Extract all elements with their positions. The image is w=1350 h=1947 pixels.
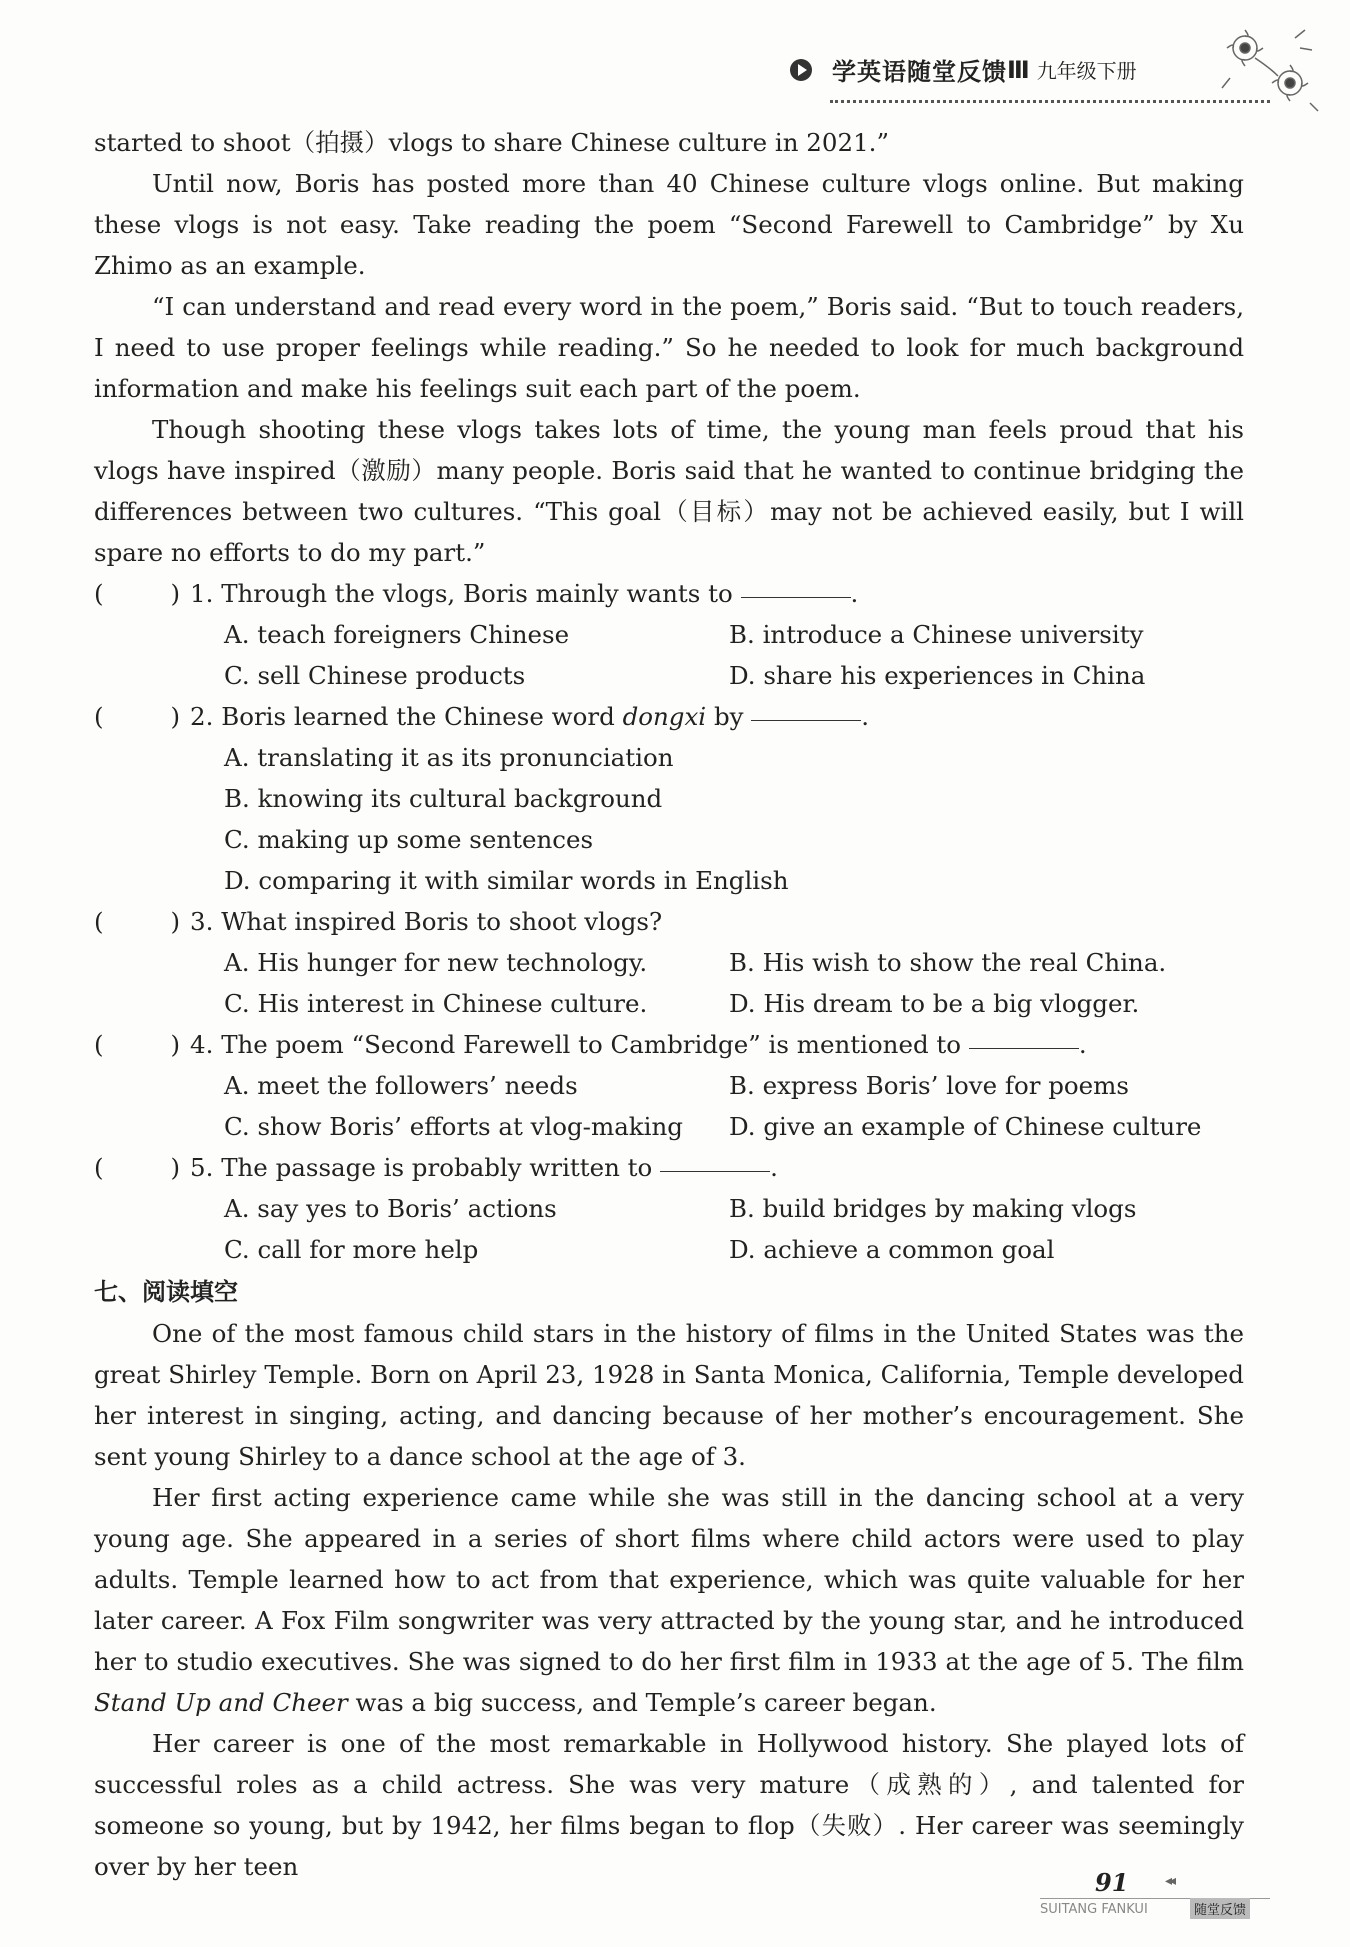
option-d: D. achieve a common goal <box>729 1235 1055 1264</box>
option-c: C. His interest in Chinese culture. <box>224 989 648 1018</box>
option-d: D. give an example of Chinese culture <box>729 1112 1202 1141</box>
answer-bracket[interactable]: ( ) <box>94 579 180 608</box>
question-number: 5. <box>190 1153 214 1182</box>
option-b: B. express Boris’ love for poems <box>729 1071 1129 1100</box>
book-subtitle: 九年级下册 <box>1036 59 1137 83</box>
option-a: A. teach foreigners Chinese <box>224 620 570 649</box>
passage-paragraph: Her first acting experience came while she was still in the dancing school at a very young age. She appeared in a series of short films where child actors were used to play adults. Temple learned how to act from that experience, which was quite valuable for her later career. A Fox Film songwriter was very attracted by the young star, and he introduced her to studio executives. She was signed to do her first film in 1933 at the age of 5. The film Stand Up and Cheer was a big success, and Temple’s career began. <box>94 1483 1244 1717</box>
passage-paragraph: Her career is one of the most remarkable in Hollywood history. She played lots of successful roles as a child actress. She was very mature（成熟的）, and talented for someone so young, but by 1942, her films began to flop（失败）. Her career was seemingly over by her teen <box>94 1729 1244 1881</box>
passage-paragraph: One of the most famous child stars in the history of films in the United States was the great Shirley Temple. Born on April 23, 1928 in Santa Monica, California, Temple developed her interest in singing, acting, and dancing because of her mother’s encouragement. She sent young Shirley to a dance school at the age of 3. <box>94 1319 1244 1471</box>
option-b: B. knowing its cultural background <box>224 784 663 813</box>
option-d: D. comparing it with similar words in English <box>224 866 789 895</box>
question-number: 3. <box>190 907 214 936</box>
flower-decoration-icon <box>1215 18 1325 118</box>
passage-paragraph: Though shooting these vlogs takes lots of time, the young man feels proud that his vlogs have inspired（激励）many people. Boris said that he wanted to continue bridging the differences between two cultures. “This goal（目标）may not be achieved easily, but I will spare no efforts to do my part.” <box>94 415 1244 567</box>
option-a: A. translating it as its pronunciation <box>224 743 674 772</box>
option-a: A. His hunger for new technology. <box>224 948 648 977</box>
option-a: A. say yes to Boris’ actions <box>224 1194 557 1223</box>
answer-bracket[interactable]: ( ) <box>94 1030 180 1059</box>
question-stem: Through the vlogs, Boris mainly wants to <box>221 579 733 608</box>
page-content <box>94 122 1244 1887</box>
question-number: 4. <box>190 1030 214 1059</box>
options <box>94 737 1244 901</box>
answer-blank <box>741 573 851 598</box>
footer-brand: SUITANG FANKUI <box>1040 1902 1148 1917</box>
options <box>94 1065 1244 1147</box>
answer-bracket[interactable]: ( ) <box>94 702 180 731</box>
question-4: ( ) 4. The poem “Second Farewell to Cambridge” is mentioned to . <box>94 1024 1244 1065</box>
footer-tag: 随堂反馈 <box>1190 1898 1250 1919</box>
option-c: C. call for more help <box>224 1235 479 1264</box>
question-number: 2. <box>190 702 214 731</box>
options <box>94 1188 1244 1270</box>
passage-paragraph: “I can understand and read every word in the poem,” Boris said. “But to touch readers, I need to use proper feelings while reading.” So he needed to look for much background information and make his feelings suit each part of the poem. <box>94 292 1244 403</box>
page-number: 91 <box>1095 1868 1129 1897</box>
option-b: B. introduce a Chinese university <box>729 620 1144 649</box>
answer-blank <box>660 1147 770 1172</box>
book-title: 学英语随堂反馈 <box>832 58 1007 86</box>
question-stem: The passage is probably written to <box>221 1153 653 1182</box>
book-volume: Ⅲ <box>1007 55 1031 84</box>
question-number: 1. <box>190 579 214 608</box>
option-c: C. making up some sentences <box>224 825 594 854</box>
arrows-icon: ◂◂ <box>1165 1873 1174 1889</box>
options <box>94 942 1244 1024</box>
section-title: 七、阅读填空 <box>94 1278 238 1306</box>
question-5: ( ) 5. The passage is probably written to . <box>94 1147 1244 1188</box>
question-3 <box>94 901 1244 942</box>
page-header <box>790 52 1137 87</box>
option-a: A. meet the followers’ needs <box>224 1071 578 1100</box>
answer-blank <box>751 696 861 721</box>
question-stem: Boris learned the Chinese word <box>221 702 615 731</box>
option-c: C. show Boris’ efforts at vlog-making <box>224 1112 683 1141</box>
answer-bracket[interactable]: ( ) <box>94 907 180 936</box>
option-d: D. His dream to be a big vlogger. <box>729 989 1140 1018</box>
question-stem: What inspired Boris to shoot vlogs? <box>221 907 663 936</box>
film-title: Stand Up and Cheer <box>94 1688 348 1717</box>
passage-paragraph: started to shoot（拍摄）vlogs to share Chinese culture in 2021.” <box>94 128 889 157</box>
option-b: B. build bridges by making vlogs <box>729 1194 1137 1223</box>
question-stem: The poem “Second Farewell to Cambridge” is mentioned to <box>221 1030 962 1059</box>
header-divider <box>830 100 1270 103</box>
chinese-word: dongxi <box>622 702 707 731</box>
question-1: ( ) 1. Through the vlogs, Boris mainly wants to . <box>94 573 1244 614</box>
answer-bracket[interactable]: ( ) <box>94 1153 180 1182</box>
passage-paragraph: Until now, Boris has posted more than 40 Chinese culture vlogs online. But making these vlogs is not easy. Take reading the poem “Second Farewell to Cambridge” by Xu Zhimo as an example. <box>94 169 1244 280</box>
option-d: D. share his experiences in China <box>729 661 1146 690</box>
answer-blank <box>969 1024 1079 1049</box>
play-icon <box>790 59 812 81</box>
option-b: B. His wish to show the real China. <box>729 948 1167 977</box>
option-c: C. sell Chinese products <box>224 661 526 690</box>
options <box>94 614 1244 696</box>
question-2: ( ) 2. Boris learned the Chinese word dongxi by . <box>94 696 1244 737</box>
